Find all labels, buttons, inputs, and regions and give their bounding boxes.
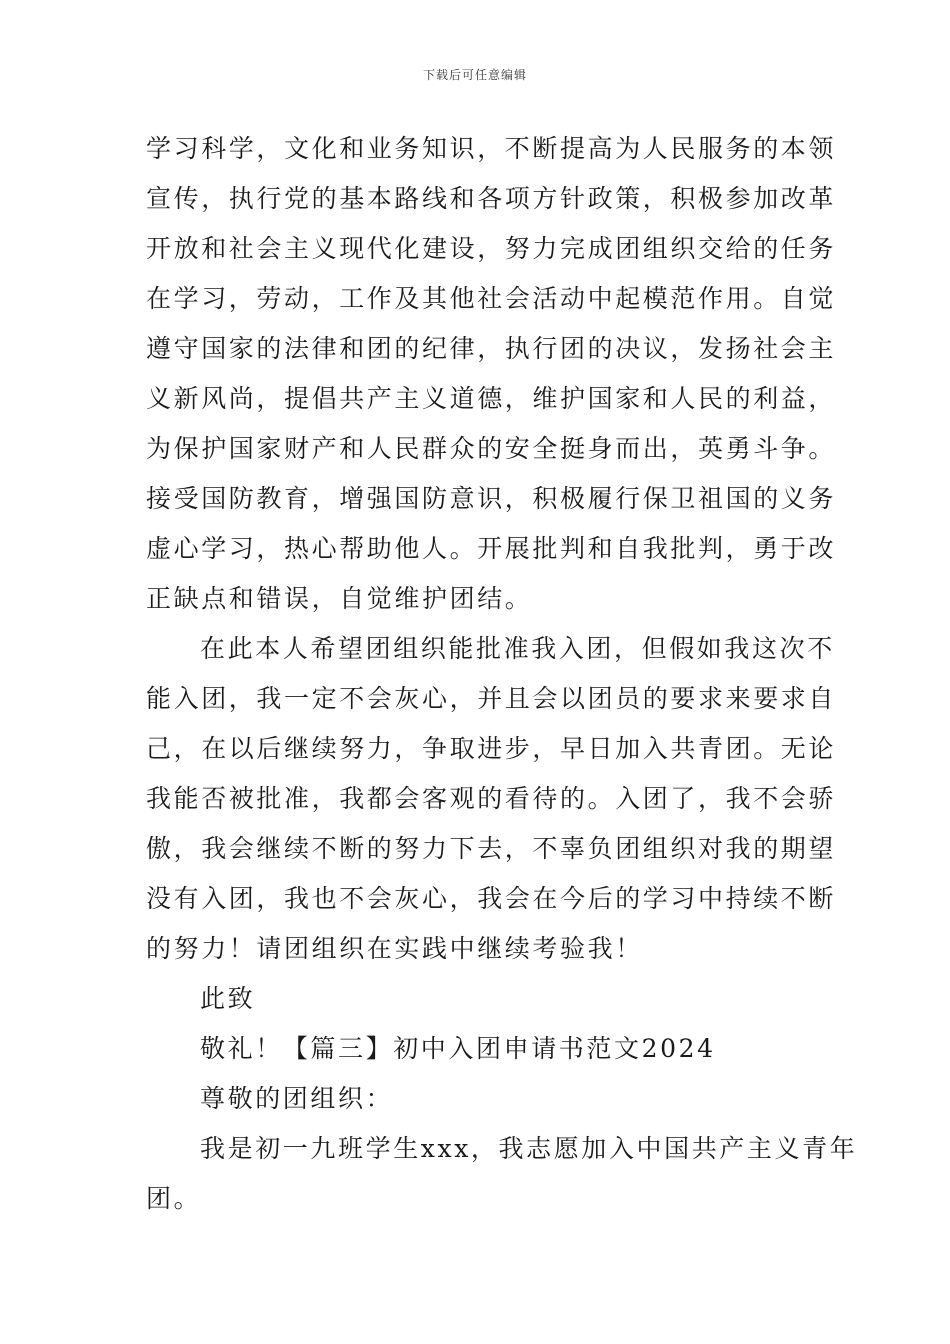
text-line: 在学习，劳动，工作及其他社会活动中起模范作用。自觉 [146,284,837,313]
text-line: 在此本人希望团组织能批准我入团，但假如我这次不 [200,634,835,663]
text-line: 遵守国家的法律和团的纪律，执行团的决议，发扬社会主 [146,334,837,363]
header-note: 下载后可任意编辑 [422,68,527,82]
text-line: 宣传，执行党的基本路线和各项方针政策，积极参加改革 [146,184,837,213]
text-line: 敬礼！【篇三】初中入团申请书范文2024 [200,1034,716,1063]
text-line: 我是初一九班学生xxx，我志愿加入中国共产主义青年 [200,1134,858,1163]
text-line: 学习科学，文化和业务知识，不断提高为人民服务的本领 [146,134,837,163]
text-line: 傲，我会继续不断的努力下去，不辜负团组织对我的期望 [146,834,837,863]
text-line: 此致 [200,984,256,1013]
document-body [146,124,858,1224]
text-line: 开放和社会主义现代化建设，努力完成团组织交给的任务 [146,234,837,263]
text-line: 的努力！请团组织在实践中继续考验我！ [146,934,643,963]
text-line: 没有入团，我也不会灰心，我会在今后的学习中持续不断 [146,884,837,913]
text-line: 正缺点和错误，自觉维护团结。 [146,584,533,613]
text-line: 己，在以后继续努力，争取进步，早日加入共青团。无论 [146,734,837,763]
text-line: 团。 [146,1184,202,1213]
text-line: 义新风尚，提倡共产主义道德，维护国家和人民的利益， [146,384,837,413]
text-line: 能入团，我一定不会灰心，并且会以团员的要求来要求自 [146,684,837,713]
text-line: 虚心学习，热心帮助他人。开展批判和自我批判，勇于改 [146,534,837,563]
text-line: 我能否被批准，我都会客观的看待的。入团了，我不会骄 [146,784,837,813]
text-line: 为保护国家财产和人民群众的安全挺身而出，英勇斗争。 [146,434,837,463]
text-line: 尊敬的团组织： [200,1084,394,1113]
text-line: 接受国防教育，增强国防意识，积极履行保卫祖国的义务 [146,484,837,513]
